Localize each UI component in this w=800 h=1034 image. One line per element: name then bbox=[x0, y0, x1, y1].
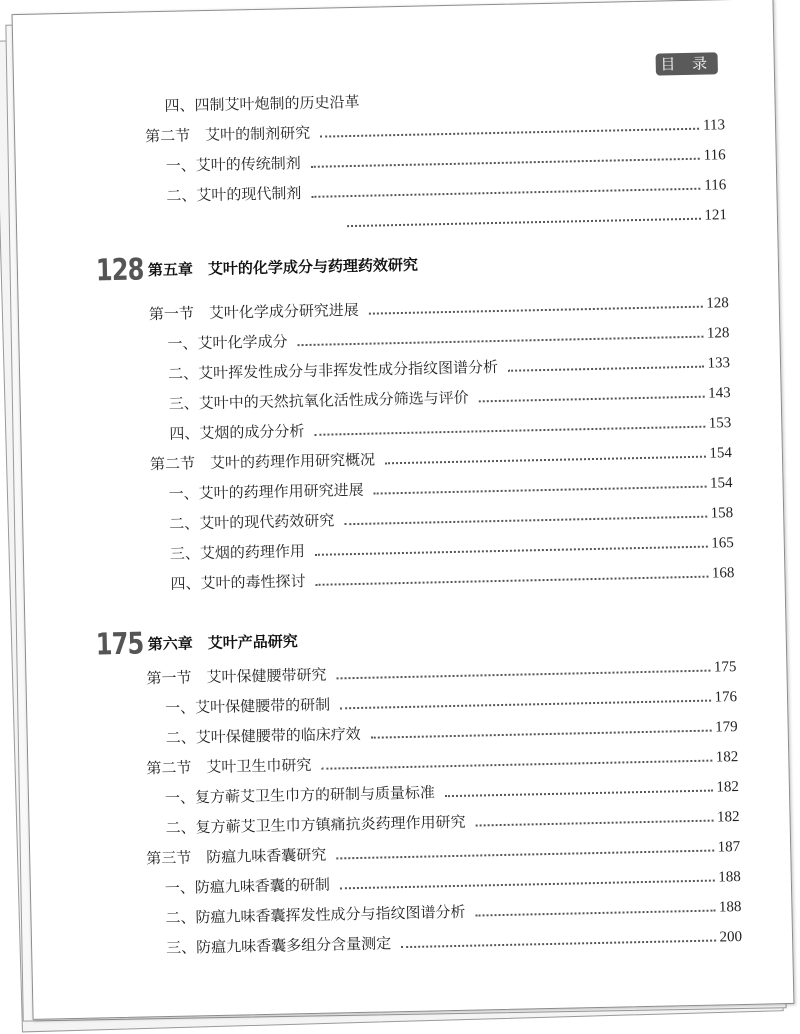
toc-entry bbox=[167, 320, 729, 354]
toc-entry-title: 二、艾叶保健腰带的临床疗效 bbox=[165, 724, 361, 748]
leader-dots bbox=[311, 188, 700, 198]
toc-entry-page: 188 bbox=[718, 869, 741, 886]
leader-dots bbox=[337, 670, 710, 680]
toc-entry-page: 154 bbox=[709, 445, 733, 462]
toc-entry bbox=[169, 500, 733, 534]
toc-entry-page: 182 bbox=[716, 779, 740, 796]
toc-entry-page: 168 bbox=[711, 565, 735, 582]
toc-entry-title: 一、艾叶化学成分 bbox=[167, 332, 288, 353]
leader-dots bbox=[314, 426, 704, 436]
chapter-title: 第六章 艾叶产品研究 bbox=[147, 632, 298, 654]
toc-entry-page: 154 bbox=[709, 475, 733, 492]
toc-entry-title: 一、艾叶保健腰带的研制 bbox=[164, 695, 331, 718]
toc-entry-title: 二、复方蕲艾卫生巾方镇痛抗炎药理作用研究 bbox=[165, 812, 466, 838]
toc-entry-title: 一、艾叶的传统制剂 bbox=[165, 154, 301, 175]
toc-entry bbox=[146, 834, 740, 868]
toc-entry bbox=[149, 290, 729, 324]
chapter-heading bbox=[95, 623, 298, 662]
toc-entry bbox=[169, 410, 731, 444]
toc-entry-title: 三、艾烟的药理作用 bbox=[169, 542, 306, 563]
toc-entry-page: 158 bbox=[710, 505, 734, 522]
toc-entry-page: 143 bbox=[707, 385, 731, 402]
toc-entry-page: 116 bbox=[703, 147, 726, 164]
toc-entry-page: 176 bbox=[714, 689, 738, 706]
toc-entry bbox=[165, 774, 739, 808]
toc-entry-title: 二、艾叶的现代制剂 bbox=[166, 184, 302, 205]
toc-entry-page: 175 bbox=[713, 659, 737, 676]
toc-entry bbox=[347, 202, 727, 232]
toc-entry-title: 第二节 艾叶的制剂研究 bbox=[144, 123, 311, 146]
toc-entry-title: 二、艾叶的现代药效研究 bbox=[169, 511, 335, 533]
toc-entry-title: 第三节 防瘟九味香囊研究 bbox=[146, 845, 327, 868]
chapter-start-page: 175 bbox=[95, 626, 144, 663]
toc-entry-title: 第一节 艾叶化学成分研究进展 bbox=[148, 300, 360, 324]
chapter-heading bbox=[96, 247, 419, 289]
leader-dots bbox=[369, 306, 702, 315]
leader-dots bbox=[371, 730, 711, 739]
toc-entry-page: 182 bbox=[716, 809, 740, 826]
leader-dots bbox=[340, 880, 714, 890]
toc-entry-page: 188 bbox=[718, 899, 742, 916]
leader-dots bbox=[374, 486, 706, 495]
leader-dots bbox=[476, 910, 715, 917]
leader-dots bbox=[298, 336, 703, 346]
toc-entry bbox=[165, 684, 737, 718]
toc-header-badge: 目 录 bbox=[656, 52, 718, 75]
toc-entry-title: 四、四制艾叶炮制的历史沿革 bbox=[164, 92, 360, 115]
toc-entry-title: 第二节 艾叶卫生巾研究 bbox=[146, 755, 312, 778]
toc-entry bbox=[168, 350, 730, 384]
toc-entry bbox=[168, 380, 730, 414]
toc-entry-title: 第一节 艾叶保健腰带研究 bbox=[146, 665, 327, 688]
toc-entry-page: 165 bbox=[711, 535, 734, 552]
toc-entry bbox=[150, 440, 732, 474]
chapter-start-page: 128 bbox=[95, 252, 145, 289]
leader-dots bbox=[508, 366, 703, 372]
toc-entry-page: 182 bbox=[715, 749, 739, 766]
toc-entry-page: 153 bbox=[708, 415, 732, 432]
toc-entry bbox=[170, 560, 734, 594]
toc-entry-title: 一、复方蕲艾卫生巾方的研制与质量标准 bbox=[164, 783, 436, 808]
toc-entry bbox=[165, 894, 741, 928]
toc-entry bbox=[165, 714, 737, 748]
toc-entry-title: 第二节 艾叶的药理作用研究概况 bbox=[149, 450, 376, 474]
toc-entry-title: 四、艾叶的毒性探讨 bbox=[170, 572, 306, 593]
toc-entry bbox=[166, 172, 726, 206]
leader-dots bbox=[316, 576, 708, 586]
toc-entry bbox=[165, 804, 739, 838]
leader-dots bbox=[340, 700, 710, 710]
leader-dots bbox=[336, 850, 713, 860]
leader-dots bbox=[445, 790, 712, 798]
leader-dots bbox=[476, 820, 713, 827]
leader-dots bbox=[401, 940, 715, 949]
leader-dots bbox=[321, 760, 711, 770]
toc-entry-title: 一、艾叶的药理作用研究进展 bbox=[168, 480, 364, 503]
leader-dots bbox=[344, 516, 706, 526]
toc-entry-title: 四、艾烟的成分分析 bbox=[169, 422, 305, 443]
toc-entry-page: 200 bbox=[719, 928, 743, 946]
leader-dots bbox=[479, 396, 704, 403]
leader-dots bbox=[311, 158, 700, 168]
toc-entry-page: 179 bbox=[714, 719, 738, 736]
leader-dots bbox=[315, 546, 707, 556]
toc-entry-title: 二、防瘟九味香囊挥发性成分与指纹图谱分析 bbox=[165, 902, 466, 928]
toc-entry-page: 116 bbox=[704, 177, 727, 194]
leader-dots bbox=[320, 128, 699, 138]
toc-entry bbox=[170, 530, 734, 564]
toc-entry-page: 128 bbox=[706, 325, 730, 342]
toc-entry bbox=[146, 744, 738, 778]
toc-entry-page: 128 bbox=[706, 295, 729, 312]
toc-entry bbox=[145, 112, 725, 146]
toc-page bbox=[12, 0, 795, 1020]
toc-entry bbox=[168, 470, 732, 504]
leader-dots bbox=[347, 218, 700, 227]
toc-entry bbox=[164, 82, 724, 116]
toc-entry bbox=[165, 864, 741, 898]
toc-entry-title: 二、艾叶挥发性成分与非挥发性成分指纹图谱分析 bbox=[167, 357, 499, 383]
toc-entry bbox=[166, 142, 726, 176]
toc-entry-title: 三、防瘟九味香囊多组分含量测定 bbox=[165, 934, 392, 958]
leader-dots bbox=[385, 456, 705, 465]
toc-entry-page: 187 bbox=[717, 839, 741, 856]
toc-entry bbox=[166, 924, 742, 958]
toc-entry-page: 113 bbox=[702, 117, 726, 134]
toc-entry-page: 121 bbox=[704, 207, 728, 224]
chapter-title: 第五章 艾叶的化学成分与药理药效研究 bbox=[147, 255, 419, 280]
toc-entry-page: 133 bbox=[707, 355, 731, 372]
toc-entry-title: 一、防瘟九味香囊的研制 bbox=[164, 875, 331, 898]
toc-entry-title: 三、艾叶中的天然抗氧化活性成分筛选与评价 bbox=[168, 388, 469, 413]
